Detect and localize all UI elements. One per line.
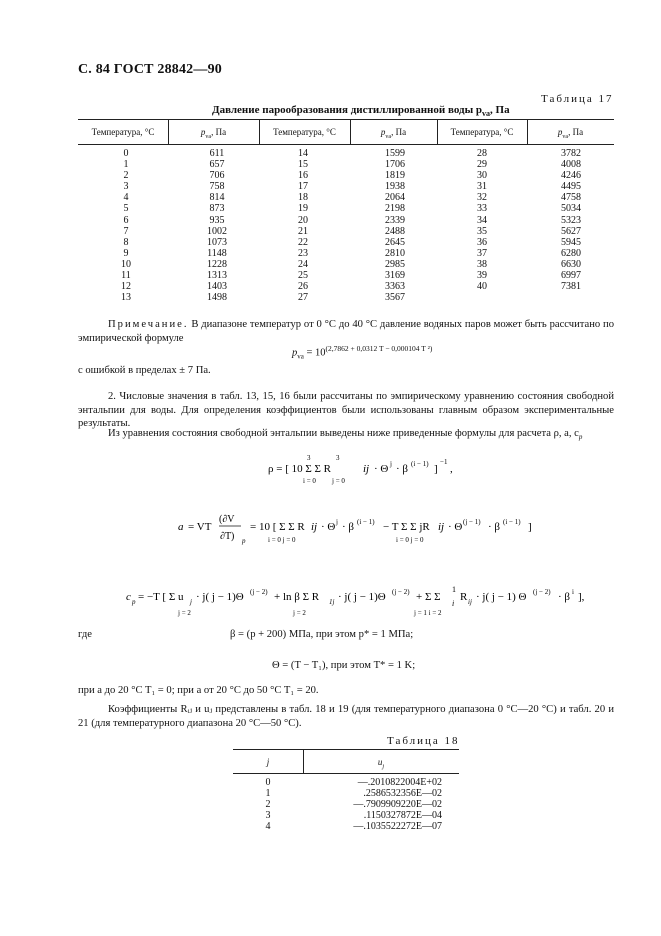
svg-text:]: ] [528,521,532,533]
svg-text:],: ], [578,591,585,603]
svg-text:+ Σ Σ: + Σ Σ [416,591,441,603]
col-header-j: j [266,757,270,767]
svg-text:· j( j − 1)Θ: · j( j − 1)Θ [196,591,244,603]
u-cell: .2586532356E—02 [363,788,442,800]
svg-text:]: ] [434,463,438,475]
error-text: с ошибкой в пределах ± 7 Па. [78,365,211,376]
svg-text:i = 0 j = 0: i = 0 j = 0 [396,536,424,544]
u-cell: —.1035522272E—07 [353,821,442,833]
where-label: где [78,629,92,640]
svg-text:j = 2: j = 2 [293,609,306,617]
col-header-temp-1: Температура, °C [91,127,155,137]
svg-text:j: j [336,518,338,526]
svg-text:(i − 1): (i − 1) [503,518,521,526]
pressure-cell: 1228 [207,258,227,270]
temperature-cell: 35 [477,225,487,237]
u-column [332,777,442,832]
svg-text:· β: · β [488,521,501,533]
svg-text:i = 0 j = 0: i = 0 j = 0 [268,536,296,544]
temperature-cell: 23 [298,247,308,259]
temperature-cell: 36 [477,236,487,248]
temperature-cell: 10 [121,258,131,270]
svg-text:−1: −1 [440,458,448,466]
pressure-cell: 1403 [207,281,227,293]
svg-text:(j − 2): (j − 2) [533,588,551,596]
svg-text:i: i [572,588,574,596]
temperature-cell: 28 [477,148,487,159]
pressure-cell: 1498 [207,292,227,304]
svg-text:j = 2: j = 2 [178,609,191,617]
pressure-cell: 814 [209,192,225,204]
pressure-cell: 935 [209,214,225,226]
temperature-cell: 5 [123,203,129,215]
svg-text:1j: 1j [329,598,335,606]
j-cell: 2 [265,799,271,811]
pressure-column-3 [549,148,593,292]
temperature-cell: 26 [298,281,308,293]
temperature-cell: 8 [123,236,129,248]
svg-text:p: p [242,537,246,545]
temperature-cell: 12 [121,281,131,293]
pressure-cell: 873 [209,203,225,215]
rho-formula: ρ = [ 10 Σ Σ R [268,463,331,475]
pressure-column-1 [195,148,239,303]
temperature-cell: 39 [477,270,487,282]
svg-text:j = 0: j = 0 [332,477,345,485]
svg-text:(i − 1): (i − 1) [357,518,375,526]
col-header-pressure-1: $p_{va}$, Па [200,127,227,140]
temperature-cell: 17 [298,181,308,193]
table-18-label: Таблица 18 [387,735,460,747]
j-cell: 3 [265,810,271,822]
j-cell: 1 [265,788,271,800]
pressure-cell: 611 [209,148,225,159]
pressure-cell: 4495 [561,181,581,193]
beta-definition: β = (p + 200) МПа, при этом p* = 1 МПа; [230,629,414,640]
pressure-cell: 706 [209,170,225,182]
pressure-cell: 3169 [385,270,405,282]
pressure-cell: 7381 [561,281,581,293]
pressure-cell: 2198 [385,203,405,215]
temperature-cell: 27 [298,292,308,304]
svg-text:R: R [460,591,468,603]
pressure-cell: 2810 [385,247,405,259]
pressure-cell: 1148 [207,247,227,259]
j-cell: 0 [265,777,271,788]
temperature-cell: 16 [298,170,308,182]
pressure-cell: 1819 [385,170,405,182]
table-17-title: Давление парообразования дистиллированной воды $p_{va}$, Па [212,104,510,119]
paragraph-3: Из уравнения состояния свободной энтальпии выведены ниже приведенные формулы для расчета ρ, a, $c_p$ [108,428,583,442]
pressure-cell: 6280 [561,247,581,259]
col-header-temp-3: Температура, °C [450,127,514,137]
pressure-cell: 1073 [207,236,227,248]
temperature-cell: 15 [298,159,308,171]
temperature-cell: 40 [477,281,487,293]
temperature-cell: 34 [477,214,487,226]
temperature-cell: 32 [477,192,487,204]
temperature-cell: 9 [123,247,129,259]
temperature-cell: 33 [477,203,487,215]
temperature-cell: 1 [123,159,129,171]
temperature-cell: 31 [477,181,487,193]
svg-text:· β: · β [342,521,355,533]
pressure-cell: 1599 [385,148,405,159]
pressure-cell: 5034 [561,203,581,215]
table-17-label: Таблица 17 [541,93,614,105]
u-cell: —.2010822004E+02 [357,777,442,788]
svg-text:(i − 1): (i − 1) [411,460,429,468]
pressure-cell: 4758 [561,192,581,204]
svg-text:(∂V: (∂V [219,514,235,525]
svg-text:a: a [178,521,184,533]
pressure-cell: 2645 [385,236,405,248]
svg-text:j: j [390,460,392,468]
pressure-cell: 3363 [385,281,405,293]
svg-text:· Θ: · Θ [321,521,336,533]
svg-text:∂T): ∂T) [220,531,235,542]
svg-text:ij: ij [311,521,318,533]
temperature-cell: 11 [121,270,131,282]
temp-column-1 [106,148,146,303]
temperature-cell: 38 [477,258,487,270]
pressure-column-2 [373,148,417,303]
vapor-pressure-formula: $p_{va} = 10^{(2,7862 + 0,0312 T - 0,000104 T ^2)}$ [292,344,433,361]
svg-text:1: 1 [452,585,456,594]
temperature-cell: 19 [298,203,308,215]
paragraph-2: 2. Числовые значения в табл. 13, 15, 16 были рассчитаны по эмпирическому уравнению состояния свободной энтальпии для воды. Для определения коэффициентов были использованы главным образом экспериментальные результаты. [78,391,614,429]
pressure-cell: 2339 [385,214,405,226]
svg-text:− T Σ Σ jR: − T Σ Σ jR [383,521,430,533]
svg-text:3: 3 [307,454,311,462]
svg-text:· Θ: · Θ [448,521,463,533]
pressure-cell: 2488 [385,225,405,237]
temperature-cell: 22 [298,236,308,248]
temperature-cell: 24 [298,258,308,270]
temp-column-3 [462,148,502,292]
svg-text:j: j [190,598,192,606]
pressure-cell: 1002 [207,225,227,237]
temperature-cell: 29 [477,159,487,171]
temperature-cell: 2 [123,170,129,182]
temperature-cell: 6 [123,214,129,226]
col-header-u: $u_j$ [377,757,385,770]
svg-text:j = 1 i = 2: j = 1 i = 2 [414,609,442,617]
pressure-cell: 6997 [561,270,581,282]
table-17-header-rule [78,144,614,145]
table-17-top-rule [78,119,614,120]
temperature-cell: 21 [298,225,308,237]
pressure-cell: 1938 [385,181,405,193]
page-header: С. 84 ГОСТ 28842—90 [78,62,222,77]
pressure-cell: 3567 [385,292,405,304]
svg-text:c: c [126,591,131,603]
pressure-cell: 5323 [561,214,581,226]
pressure-cell: 5627 [561,225,581,237]
pressure-cell: 758 [209,181,225,193]
pressure-cell: 4246 [561,170,581,182]
svg-text:= VT: = VT [188,521,212,533]
col-header-pressure-2: $p_{va}$, Па [380,127,407,140]
svg-text:ij: ij [468,598,472,606]
pressure-cell: 3782 [561,148,581,159]
svg-text:= 10 [ Σ Σ R: = 10 [ Σ Σ R [250,521,305,533]
temperature-cell: 18 [298,192,308,204]
u-cell: .1150327872E—04 [363,810,442,822]
temperature-cell: 13 [121,292,131,304]
temperature-cell: 25 [298,270,308,282]
svg-text:ij: ij [363,463,370,475]
svg-text:i = 0: i = 0 [303,477,316,485]
temperature-cell: 20 [298,214,308,226]
pressure-cell: 657 [209,159,225,171]
pressure-cell: 6630 [561,258,581,270]
col-header-pressure-3: $p_{va}$, Па [557,127,584,140]
temperature-cell: 4 [123,192,129,204]
svg-text:(j − 2): (j − 2) [250,588,268,596]
svg-text:,: , [450,463,453,475]
svg-text:(j − 2): (j − 2) [392,588,410,596]
svg-text:ij: ij [438,521,445,533]
svg-text:+ ln β Σ R: + ln β Σ R [274,591,320,603]
pressure-cell: 4008 [561,159,581,171]
temperature-cell: 7 [123,225,129,237]
theta-definition: Θ = (T − T₁), при этом T* = 1 K; [272,660,416,671]
note-paragraph: Примечание. В диапазоне температур от 0 °C до 40 °C давление водяных паров может быть рассчитано по эмпирической формуле [78,319,614,344]
pressure-cell: 2985 [385,258,405,270]
svg-text:p: p [132,598,136,606]
svg-text:= −T [ Σ u: = −T [ Σ u [138,591,184,603]
pressure-cell: 2064 [385,192,405,204]
t1-text: при a до 20 °C T₁ = 0; при a от 20 °C до 50 °C T₁ = 20. [78,685,319,696]
svg-text:(j − 1): (j − 1) [463,518,481,526]
j-column [253,777,283,832]
pressure-cell: 5945 [561,236,581,248]
svg-text:· j( j − 1)Θ: · j( j − 1)Θ [338,591,386,603]
temperature-cell: 37 [477,247,487,259]
temperature-cell: 3 [123,181,129,193]
svg-text:· j( j − 1) Θ: · j( j − 1) Θ [476,591,527,603]
svg-text:· β: · β [558,591,571,603]
temperature-cell: 30 [477,170,487,182]
svg-text:· β: · β [396,463,409,475]
j-cell: 4 [265,821,271,833]
u-cell: —.7909909220E—02 [353,799,442,811]
svg-text:· Θ: · Θ [374,463,389,475]
temp-column-2 [283,148,323,303]
coefficients-text: Коэффициенты Rᵢⱼ и uⱼ представлены в табл. 18 и 19 (для температурного диапазона 0 °C—20 °C) и табл. 20 и 21 (для температурного диапазона 20 °C—50 °C). [78,704,614,729]
pressure-cell: 1706 [385,159,405,171]
enthalpy-formulas [78,450,618,620]
svg-text:3: 3 [336,454,340,462]
temperature-cell: 14 [298,148,308,159]
temperature-cell: 0 [123,148,129,159]
col-header-temp-2: Температура, °C [273,127,336,137]
pressure-cell: 1313 [207,270,227,282]
svg-text:i: i [452,599,455,608]
